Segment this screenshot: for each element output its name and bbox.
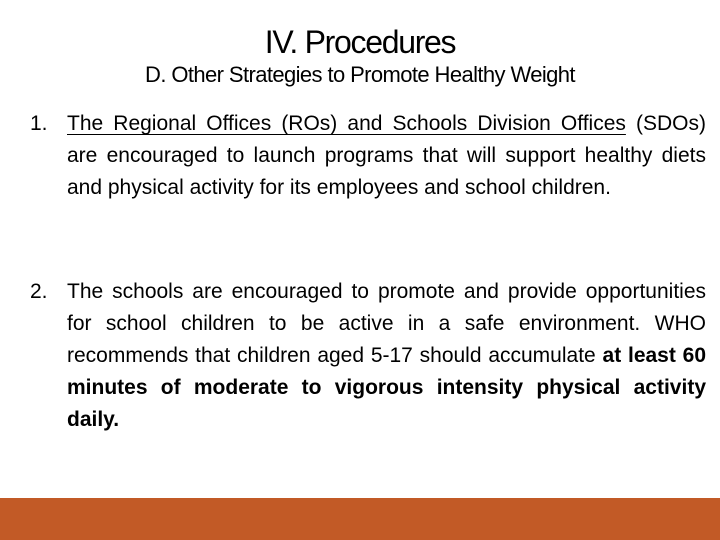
item-text	[67, 108, 706, 204]
item-text-regular: The schools are encouraged to promote and provide opportunities for school children to be active in a safe environment. WHO recommends that children aged 5-17 should accumulate	[67, 280, 706, 367]
list-item	[30, 108, 706, 204]
underlined-phrase: The Regional Offices (ROs) and Schools Division Offices	[67, 112, 626, 135]
slide-title: IV. Procedures	[264, 24, 456, 60]
numbered-list-item-1	[30, 108, 706, 204]
item-number: 2.	[30, 280, 48, 303]
numbered-list-item-2	[30, 276, 706, 436]
item-text	[67, 276, 706, 436]
slide-subtitle: D. Other Strategies to Promote Healthy Weight	[145, 62, 575, 87]
item-number: 1.	[30, 112, 48, 135]
list-item	[30, 276, 706, 436]
bottom-accent-bar	[0, 498, 720, 540]
item-text-continued: (SDOs) are encouraged to launch programs that will support healthy diets and physical activity for its employees and school children.	[67, 112, 706, 199]
bold-phrase: at least 60 minutes of moderate to vigorous intensity physical activity daily.	[67, 344, 706, 431]
